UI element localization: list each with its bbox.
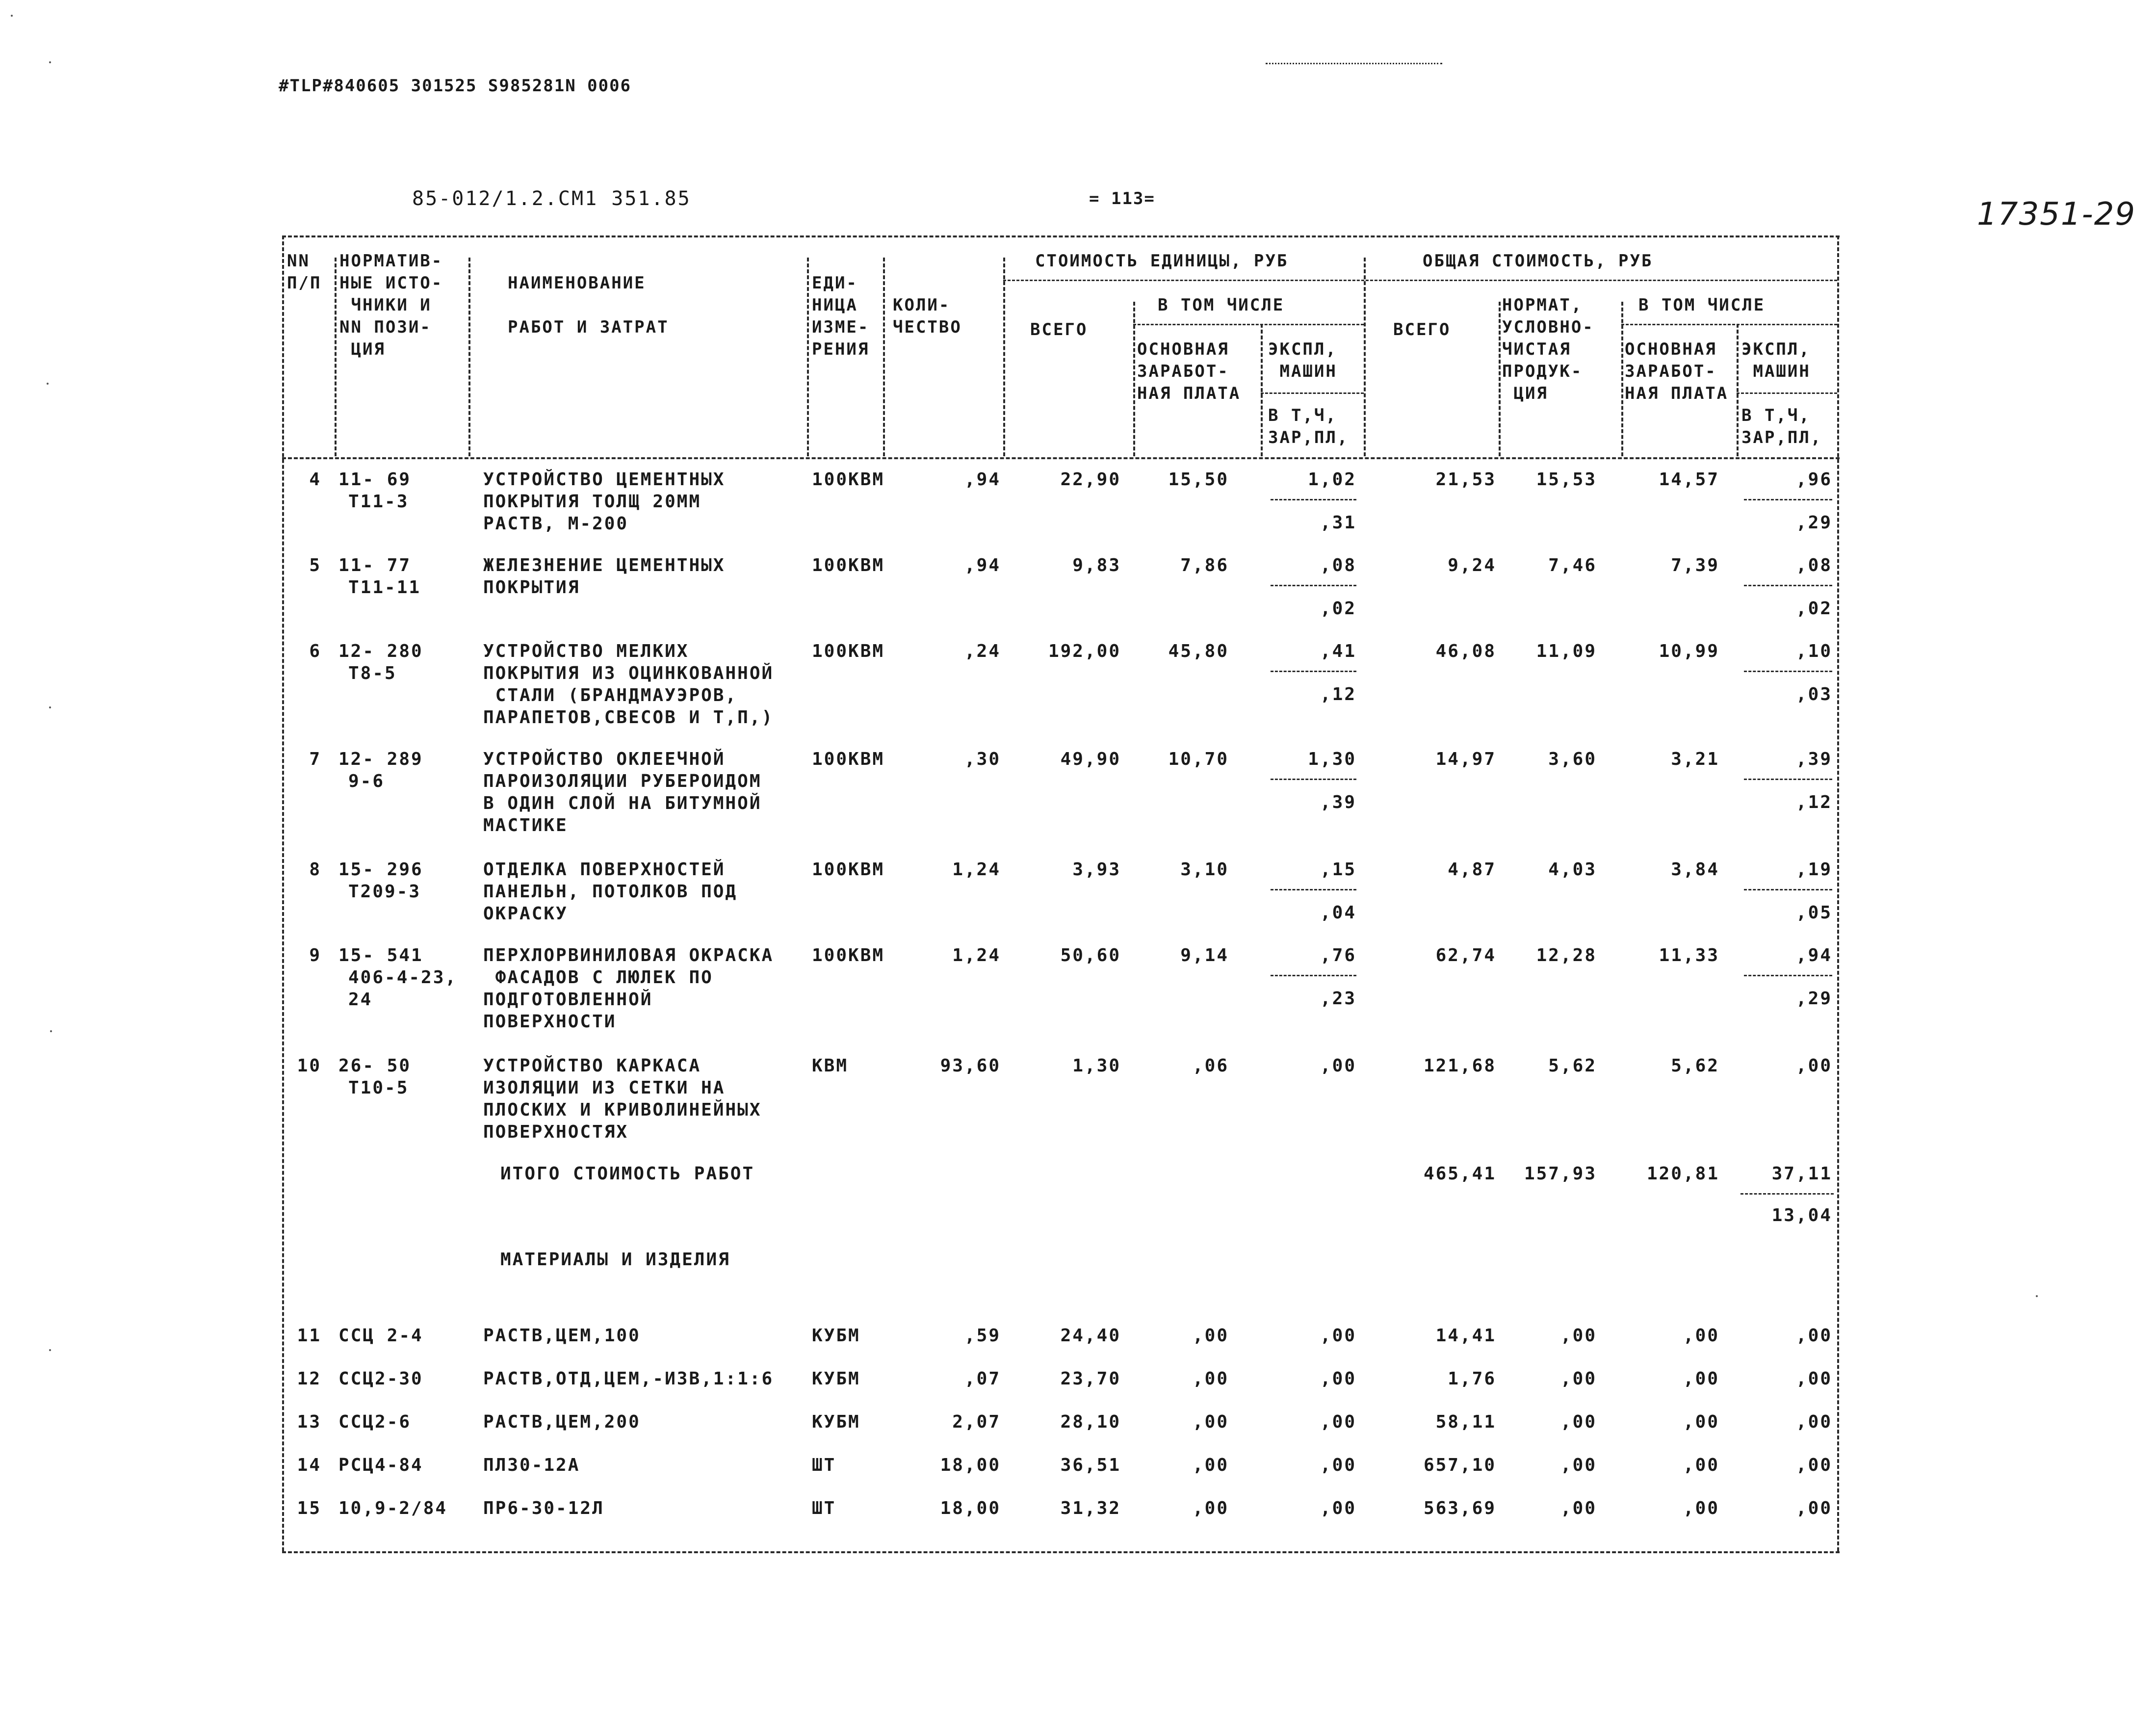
table-left-border bbox=[282, 235, 284, 1551]
row-total-wage: 3,21 bbox=[1671, 749, 1719, 769]
row-unit-cost-total: 49,90 bbox=[1060, 749, 1121, 769]
col-sep bbox=[1499, 302, 1501, 456]
row-number: 5 bbox=[309, 555, 321, 575]
material-total-cost: 14,41 bbox=[1435, 1326, 1496, 1346]
row-name-line: ПОВЕРХНОСТЯХ bbox=[483, 1122, 629, 1142]
material-unit-cost: 31,32 bbox=[1060, 1498, 1121, 1518]
row-code: 24 bbox=[348, 990, 373, 1010]
row-unit-cost-machines: ,15 bbox=[1320, 860, 1356, 880]
row-qty: ,30 bbox=[964, 749, 1001, 769]
row-name-line: ФАСАДОВ С ЛЮЛЕК ПО bbox=[483, 967, 713, 988]
row-unit-cost-machines: ,41 bbox=[1320, 641, 1356, 661]
row-total-wage: 3,84 bbox=[1671, 860, 1719, 880]
header-in-that-2: В ТОМ ЧИСЛЕ bbox=[1638, 295, 1766, 315]
header-rule bbox=[1621, 324, 1837, 325]
row-number: 10 bbox=[297, 1056, 321, 1076]
material-name: ПР6-30-12Л bbox=[483, 1498, 604, 1518]
row-unit-cost-machines: ,76 bbox=[1320, 945, 1356, 965]
row-total-machines: ,00 bbox=[1795, 1056, 1832, 1076]
row-normat-net: 7,46 bbox=[1548, 555, 1597, 575]
material-normat-net: ,00 bbox=[1560, 1369, 1597, 1389]
subtotal-rule bbox=[1744, 889, 1832, 890]
row-machines-wage: ,02 bbox=[1320, 599, 1356, 619]
handwritten-number: 17351-29 bbox=[1977, 196, 2136, 233]
material-total-cost: 563,69 bbox=[1423, 1498, 1496, 1518]
header-rule bbox=[1003, 280, 1837, 281]
row-total-machines-wage: ,29 bbox=[1795, 989, 1832, 1009]
material-total-machines: ,00 bbox=[1795, 1498, 1832, 1518]
header-rule bbox=[1737, 392, 1837, 394]
material-unit: КУБМ bbox=[812, 1369, 860, 1389]
row-qty: ,24 bbox=[964, 641, 1001, 661]
col-sep bbox=[807, 258, 809, 456]
material-code: 10,9-2/84 bbox=[338, 1498, 448, 1518]
row-code: Т209-3 bbox=[348, 882, 421, 902]
row-unit-cost-total: 9,83 bbox=[1072, 555, 1121, 575]
row-code: Т11-3 bbox=[348, 492, 409, 512]
header-ekspl-2: ЭКСПЛ, МАШИН bbox=[1741, 339, 1811, 381]
header-norm: НОРМАТИВ- НЫЕ ИСТО- ЧНИКИ И NN ПОЗИ- ЦИЯ bbox=[339, 251, 443, 359]
material-number: 13 bbox=[297, 1412, 321, 1432]
row-normat-net: 11,09 bbox=[1536, 641, 1597, 661]
row-unit-cost-machines: 1,30 bbox=[1308, 749, 1356, 769]
row-name-line: УСТРОЙСТВО КАРКАСА bbox=[483, 1056, 701, 1076]
material-qty: 2,07 bbox=[952, 1412, 1001, 1432]
subtotal-rule bbox=[1271, 585, 1356, 586]
row-total-cost: 14,97 bbox=[1435, 749, 1496, 769]
scan-speck bbox=[11, 15, 13, 17]
subtotal-rule bbox=[1271, 779, 1356, 780]
material-unit-machines: ,00 bbox=[1320, 1412, 1356, 1432]
header-vsego-2: ВСЕГО bbox=[1393, 320, 1451, 339]
row-name-line: ИЗОЛЯЦИИ ИЗ СЕТКИ НА bbox=[483, 1078, 726, 1098]
row-name-line: ПАРОИЗОЛЯЦИИ РУБЕРОИДОМ bbox=[483, 771, 762, 791]
header-normat: НОРМАТ, УСЛОВНО- ЧИСТАЯ ПРОДУК- ЦИЯ bbox=[1502, 295, 1594, 403]
row-total-machines-wage: ,02 bbox=[1795, 599, 1832, 619]
itogo-ekspl: 37,11 bbox=[1771, 1164, 1832, 1184]
row-machines-wage: ,04 bbox=[1320, 903, 1356, 923]
header-unit: ЕДИ- НИЦА ИЗМЕ- РЕНИЯ bbox=[812, 273, 870, 359]
subtotal-rule bbox=[1744, 671, 1832, 672]
row-code: Т8-5 bbox=[348, 663, 397, 683]
row-machines-wage: ,12 bbox=[1320, 684, 1356, 704]
row-name-line: УСТРОЙСТВО ОКЛЕЕЧНОЙ bbox=[483, 749, 726, 769]
header-osn-zp: ОСНОВНАЯ ЗАРАБОТ- НАЯ ПЛАТА bbox=[1137, 339, 1241, 403]
row-total-machines: ,94 bbox=[1795, 945, 1832, 965]
scan-speck bbox=[50, 1030, 52, 1032]
row-code: 11- 69 bbox=[338, 469, 412, 490]
row-name-line: ПАРАПЕТОВ,СВЕСОВ И Т,П,) bbox=[483, 707, 774, 728]
row-machines-wage: ,39 bbox=[1320, 792, 1356, 812]
row-code: Т10-5 bbox=[348, 1078, 409, 1098]
header-osn-zp-2: ОСНОВНАЯ ЗАРАБОТ- НАЯ ПЛАТА bbox=[1625, 339, 1729, 403]
row-name-line: МАСТИКЕ bbox=[483, 815, 568, 835]
itogo-label: ИТОГО СТОИМОСТЬ РАБОТ bbox=[500, 1164, 755, 1184]
row-number: 4 bbox=[309, 469, 321, 490]
row-name-line: ОКРАСКУ bbox=[483, 904, 568, 924]
row-unit-cost-machines: 1,02 bbox=[1308, 469, 1356, 490]
row-qty: 1,24 bbox=[952, 945, 1001, 965]
material-normat-net: ,00 bbox=[1560, 1455, 1597, 1475]
row-name-line: ПОДГОТОВЛЕННОЙ bbox=[483, 990, 653, 1010]
row-number: 9 bbox=[309, 945, 321, 965]
col-sep bbox=[883, 258, 885, 456]
row-total-machines: ,08 bbox=[1795, 555, 1832, 575]
itogo-subline bbox=[1740, 1193, 1834, 1195]
row-total-wage: 5,62 bbox=[1671, 1056, 1719, 1076]
row-total-cost: 9,24 bbox=[1448, 555, 1496, 575]
material-normat-net: ,00 bbox=[1560, 1498, 1597, 1518]
material-total-wage: ,00 bbox=[1683, 1369, 1719, 1389]
material-total-machines: ,00 bbox=[1795, 1412, 1832, 1432]
material-unit-wage: ,00 bbox=[1192, 1498, 1229, 1518]
row-total-wage: 11,33 bbox=[1659, 945, 1719, 965]
material-name: РАСТВ,ОТД,ЦЕМ,-ИЗВ,1:1:6 bbox=[483, 1369, 774, 1389]
material-total-cost: 657,10 bbox=[1423, 1455, 1496, 1475]
row-unit-cost-wage: 45,80 bbox=[1168, 641, 1229, 661]
header-name: НАИМЕНОВАНИЕ РАБОТ И ЗАТРАТ bbox=[508, 273, 669, 337]
material-total-machines: ,00 bbox=[1795, 1369, 1832, 1389]
row-unit-cost-wage: 3,10 bbox=[1180, 860, 1229, 880]
material-unit-cost: 24,40 bbox=[1060, 1326, 1121, 1346]
header-in-that: В ТОМ ЧИСЛЕ bbox=[1158, 295, 1285, 315]
header-unit-cost: СТОИМОСТЬ ЕДИНИЦЫ, РУБ bbox=[1035, 251, 1289, 271]
header-nn: NN П/П bbox=[287, 251, 322, 293]
row-name-line: УСТРОЙСТВО МЕЛКИХ bbox=[483, 641, 689, 661]
row-normat-net: 15,53 bbox=[1536, 469, 1597, 490]
row-code: 11- 77 bbox=[338, 555, 412, 575]
row-unit-cost-total: 1,30 bbox=[1072, 1056, 1121, 1076]
row-total-cost: 62,74 bbox=[1435, 945, 1496, 965]
row-unit-cost-total: 50,60 bbox=[1060, 945, 1121, 965]
row-code: 15- 541 bbox=[338, 945, 423, 965]
table-bottom-border bbox=[282, 1551, 1840, 1553]
row-name-line: УСТРОЙСТВО ЦЕМЕНТНЫХ bbox=[483, 469, 726, 490]
row-unit-cost-wage: 10,70 bbox=[1168, 749, 1229, 769]
header-rule bbox=[1133, 324, 1364, 325]
row-number: 7 bbox=[309, 749, 321, 769]
row-code: 26- 50 bbox=[338, 1056, 412, 1076]
row-name-line: ПОКРЫТИЯ bbox=[483, 577, 580, 598]
material-qty: 18,00 bbox=[940, 1498, 1001, 1518]
material-qty: ,07 bbox=[964, 1369, 1001, 1389]
material-total-machines: ,00 bbox=[1795, 1326, 1832, 1346]
subtotal-rule bbox=[1271, 499, 1356, 500]
col-sep bbox=[468, 258, 470, 456]
row-unit: 100КВМ bbox=[812, 749, 885, 769]
row-name-line: ПЛОСКИХ И КРИВОЛИНЕЙНЫХ bbox=[483, 1100, 762, 1120]
row-name-line: ПОВЕРХНОСТИ bbox=[483, 1012, 617, 1032]
row-unit: 100КВМ bbox=[812, 860, 885, 880]
reference-number: 85-012/1.2.CM1 351.85 bbox=[412, 187, 691, 210]
col-sep bbox=[1003, 258, 1005, 456]
row-unit: КВМ bbox=[812, 1056, 849, 1076]
material-code: ССЦ2-30 bbox=[338, 1369, 423, 1389]
material-unit-wage: ,00 bbox=[1192, 1455, 1229, 1475]
row-total-machines: ,96 bbox=[1795, 469, 1832, 490]
header-qty: КОЛИ- ЧЕСТВО bbox=[893, 295, 962, 337]
row-unit: 100КВМ bbox=[812, 641, 885, 661]
row-unit-cost-total: 22,90 bbox=[1060, 469, 1121, 490]
material-total-cost: 58,11 bbox=[1435, 1412, 1496, 1432]
row-code: 12- 289 bbox=[338, 749, 423, 769]
scan-speck bbox=[2036, 1295, 2038, 1297]
scan-speck bbox=[49, 1349, 51, 1351]
row-unit-cost-wage: ,06 bbox=[1192, 1056, 1229, 1076]
material-normat-net: ,00 bbox=[1560, 1412, 1597, 1432]
material-name: РАСТВ,ЦЕМ,200 bbox=[483, 1412, 641, 1432]
row-qty: 1,24 bbox=[952, 860, 1001, 880]
material-code: ССЦ2-6 bbox=[338, 1412, 412, 1432]
header-vsego: ВСЕГО bbox=[1030, 320, 1088, 339]
material-total-wage: ,00 bbox=[1683, 1326, 1719, 1346]
subtotal-rule bbox=[1744, 499, 1832, 500]
row-unit: 100КВМ bbox=[812, 469, 885, 490]
subtotal-rule bbox=[1271, 889, 1356, 890]
row-machines-wage: ,23 bbox=[1320, 989, 1356, 1009]
material-name: ПЛ30-12А bbox=[483, 1455, 580, 1475]
material-unit-wage: ,00 bbox=[1192, 1326, 1229, 1346]
row-total-machines: ,10 bbox=[1795, 641, 1832, 661]
material-unit-cost: 28,10 bbox=[1060, 1412, 1121, 1432]
scan-mark bbox=[1266, 63, 1442, 64]
col-sep bbox=[1737, 324, 1739, 456]
document-code: #TLP#840605 301525 S985281N 0006 bbox=[279, 76, 632, 96]
row-qty: ,94 bbox=[964, 555, 1001, 575]
material-unit-wage: ,00 bbox=[1192, 1369, 1229, 1389]
row-unit-cost-wage: 7,86 bbox=[1180, 555, 1229, 575]
subtotal-rule bbox=[1744, 585, 1832, 586]
row-total-cost: 121,68 bbox=[1423, 1056, 1496, 1076]
row-code: Т11-11 bbox=[348, 577, 421, 598]
row-name-line: ПОКРЫТИЯ ТОЛЩ 20ММ bbox=[483, 492, 701, 512]
row-total-machines: ,19 bbox=[1795, 860, 1832, 880]
header-rule bbox=[1261, 392, 1364, 394]
material-unit-cost: 23,70 bbox=[1060, 1369, 1121, 1389]
material-unit-machines: ,00 bbox=[1320, 1455, 1356, 1475]
row-number: 8 bbox=[309, 860, 321, 880]
material-unit-machines: ,00 bbox=[1320, 1369, 1356, 1389]
material-number: 14 bbox=[297, 1455, 321, 1475]
row-code: 15- 296 bbox=[338, 860, 423, 880]
material-qty: 18,00 bbox=[940, 1455, 1001, 1475]
header-v-t-ch: В Т,Ч, ЗАР,ПЛ, bbox=[1268, 406, 1349, 447]
row-name-line: ПАНЕЛЬН, ПОТОЛКОВ ПОД bbox=[483, 882, 738, 902]
row-code: 9-6 bbox=[348, 771, 385, 791]
row-unit: 100КВМ bbox=[812, 945, 885, 965]
table-top-border bbox=[282, 235, 1840, 237]
itogo-total: 465,41 bbox=[1423, 1164, 1496, 1184]
row-total-machines-wage: ,03 bbox=[1795, 684, 1832, 704]
row-total-machines-wage: ,12 bbox=[1795, 792, 1832, 812]
row-machines-wage: ,31 bbox=[1320, 513, 1356, 533]
material-number: 11 bbox=[297, 1326, 321, 1346]
material-number: 15 bbox=[297, 1498, 321, 1518]
row-total-cost: 4,87 bbox=[1448, 860, 1496, 880]
row-name-line: ПЕРХЛОРВИНИЛОВАЯ ОКРАСКА bbox=[483, 945, 774, 965]
material-unit: ШТ bbox=[812, 1455, 836, 1475]
material-normat-net: ,00 bbox=[1560, 1326, 1597, 1346]
row-name-line: СТАЛИ (БРАНДМАУЭРОВ, bbox=[483, 685, 738, 705]
header-ekspl: ЭКСПЛ, МАШИН bbox=[1268, 339, 1337, 381]
row-qty: ,94 bbox=[964, 469, 1001, 490]
scan-speck bbox=[49, 706, 51, 708]
row-normat-net: 12,28 bbox=[1536, 945, 1597, 965]
material-code: ССЦ 2-4 bbox=[338, 1326, 423, 1346]
row-total-machines-wage: ,29 bbox=[1795, 513, 1832, 533]
material-total-wage: ,00 bbox=[1683, 1455, 1719, 1475]
table-right-border bbox=[1837, 235, 1839, 1551]
material-number: 12 bbox=[297, 1369, 321, 1389]
subtotal-rule bbox=[1271, 975, 1356, 976]
header-bottom-border bbox=[282, 457, 1840, 459]
material-code: РСЦ4-84 bbox=[338, 1455, 423, 1475]
row-unit-cost-wage: 9,14 bbox=[1180, 945, 1229, 965]
row-unit-cost-wage: 15,50 bbox=[1168, 469, 1229, 490]
row-name-line: РАСТВ, М-200 bbox=[483, 514, 629, 534]
subtotal-rule bbox=[1744, 975, 1832, 976]
subtotal-rule bbox=[1271, 671, 1356, 672]
material-unit-machines: ,00 bbox=[1320, 1498, 1356, 1518]
scan-speck bbox=[47, 383, 49, 385]
subtotal-rule bbox=[1744, 779, 1832, 780]
materials-title: МАТЕРИАЛЫ И ИЗДЕЛИЯ bbox=[500, 1250, 730, 1270]
row-name-line: В ОДИН СЛОЙ НА БИТУМНОЙ bbox=[483, 793, 762, 813]
row-unit-cost-total: 192,00 bbox=[1048, 641, 1121, 661]
row-code: 12- 280 bbox=[338, 641, 423, 661]
itogo-ekspl-zp: 13,04 bbox=[1771, 1205, 1832, 1226]
row-name-line: ЖЕЛЕЗНЕНИЕ ЦЕМЕНТНЫХ bbox=[483, 555, 726, 575]
col-sep bbox=[1261, 324, 1263, 456]
row-qty: 93,60 bbox=[940, 1056, 1001, 1076]
material-total-cost: 1,76 bbox=[1448, 1369, 1496, 1389]
col-sep bbox=[1364, 258, 1366, 456]
material-total-wage: ,00 bbox=[1683, 1412, 1719, 1432]
row-total-wage: 10,99 bbox=[1659, 641, 1719, 661]
material-unit-cost: 36,51 bbox=[1060, 1455, 1121, 1475]
material-unit: КУБМ bbox=[812, 1326, 860, 1346]
material-qty: ,59 bbox=[964, 1326, 1001, 1346]
row-normat-net: 4,03 bbox=[1548, 860, 1597, 880]
row-unit: 100КВМ bbox=[812, 555, 885, 575]
header-v-t-ch-2: В Т,Ч, ЗАР,ПЛ, bbox=[1741, 406, 1822, 447]
material-name: РАСТВ,ЦЕМ,100 bbox=[483, 1326, 641, 1346]
header-total-cost: ОБЩАЯ СТОИМОСТЬ, РУБ bbox=[1423, 251, 1653, 271]
row-unit-cost-machines: ,08 bbox=[1320, 555, 1356, 575]
row-normat-net: 5,62 bbox=[1548, 1056, 1597, 1076]
material-unit: КУБМ bbox=[812, 1412, 860, 1432]
row-unit-cost-machines: ,00 bbox=[1320, 1056, 1356, 1076]
row-total-cost: 46,08 bbox=[1435, 641, 1496, 661]
row-name-line: ПОКРЫТИЯ ИЗ ОЦИНКОВАННОЙ bbox=[483, 663, 774, 683]
row-name-line: ОТДЕЛКА ПОВЕРХНОСТЕЙ bbox=[483, 860, 726, 880]
material-total-wage: ,00 bbox=[1683, 1498, 1719, 1518]
row-total-cost: 21,53 bbox=[1435, 469, 1496, 490]
row-number: 6 bbox=[309, 641, 321, 661]
material-unit-machines: ,00 bbox=[1320, 1326, 1356, 1346]
row-unit-cost-total: 3,93 bbox=[1072, 860, 1121, 880]
material-unit-wage: ,00 bbox=[1192, 1412, 1229, 1432]
row-total-machines-wage: ,05 bbox=[1795, 903, 1832, 923]
row-normat-net: 3,60 bbox=[1548, 749, 1597, 769]
row-total-machines: ,39 bbox=[1795, 749, 1832, 769]
material-total-machines: ,00 bbox=[1795, 1455, 1832, 1475]
row-total-wage: 14,57 bbox=[1659, 469, 1719, 490]
itogo-normat: 157,93 bbox=[1524, 1164, 1597, 1184]
scan-speck bbox=[49, 61, 51, 63]
row-code: 406-4-23, bbox=[348, 967, 458, 988]
col-sep bbox=[335, 258, 337, 456]
page-number: = 113= bbox=[1089, 189, 1155, 209]
material-unit: ШТ bbox=[812, 1498, 836, 1518]
row-total-wage: 7,39 bbox=[1671, 555, 1719, 575]
itogo-zp: 120,81 bbox=[1646, 1164, 1719, 1184]
